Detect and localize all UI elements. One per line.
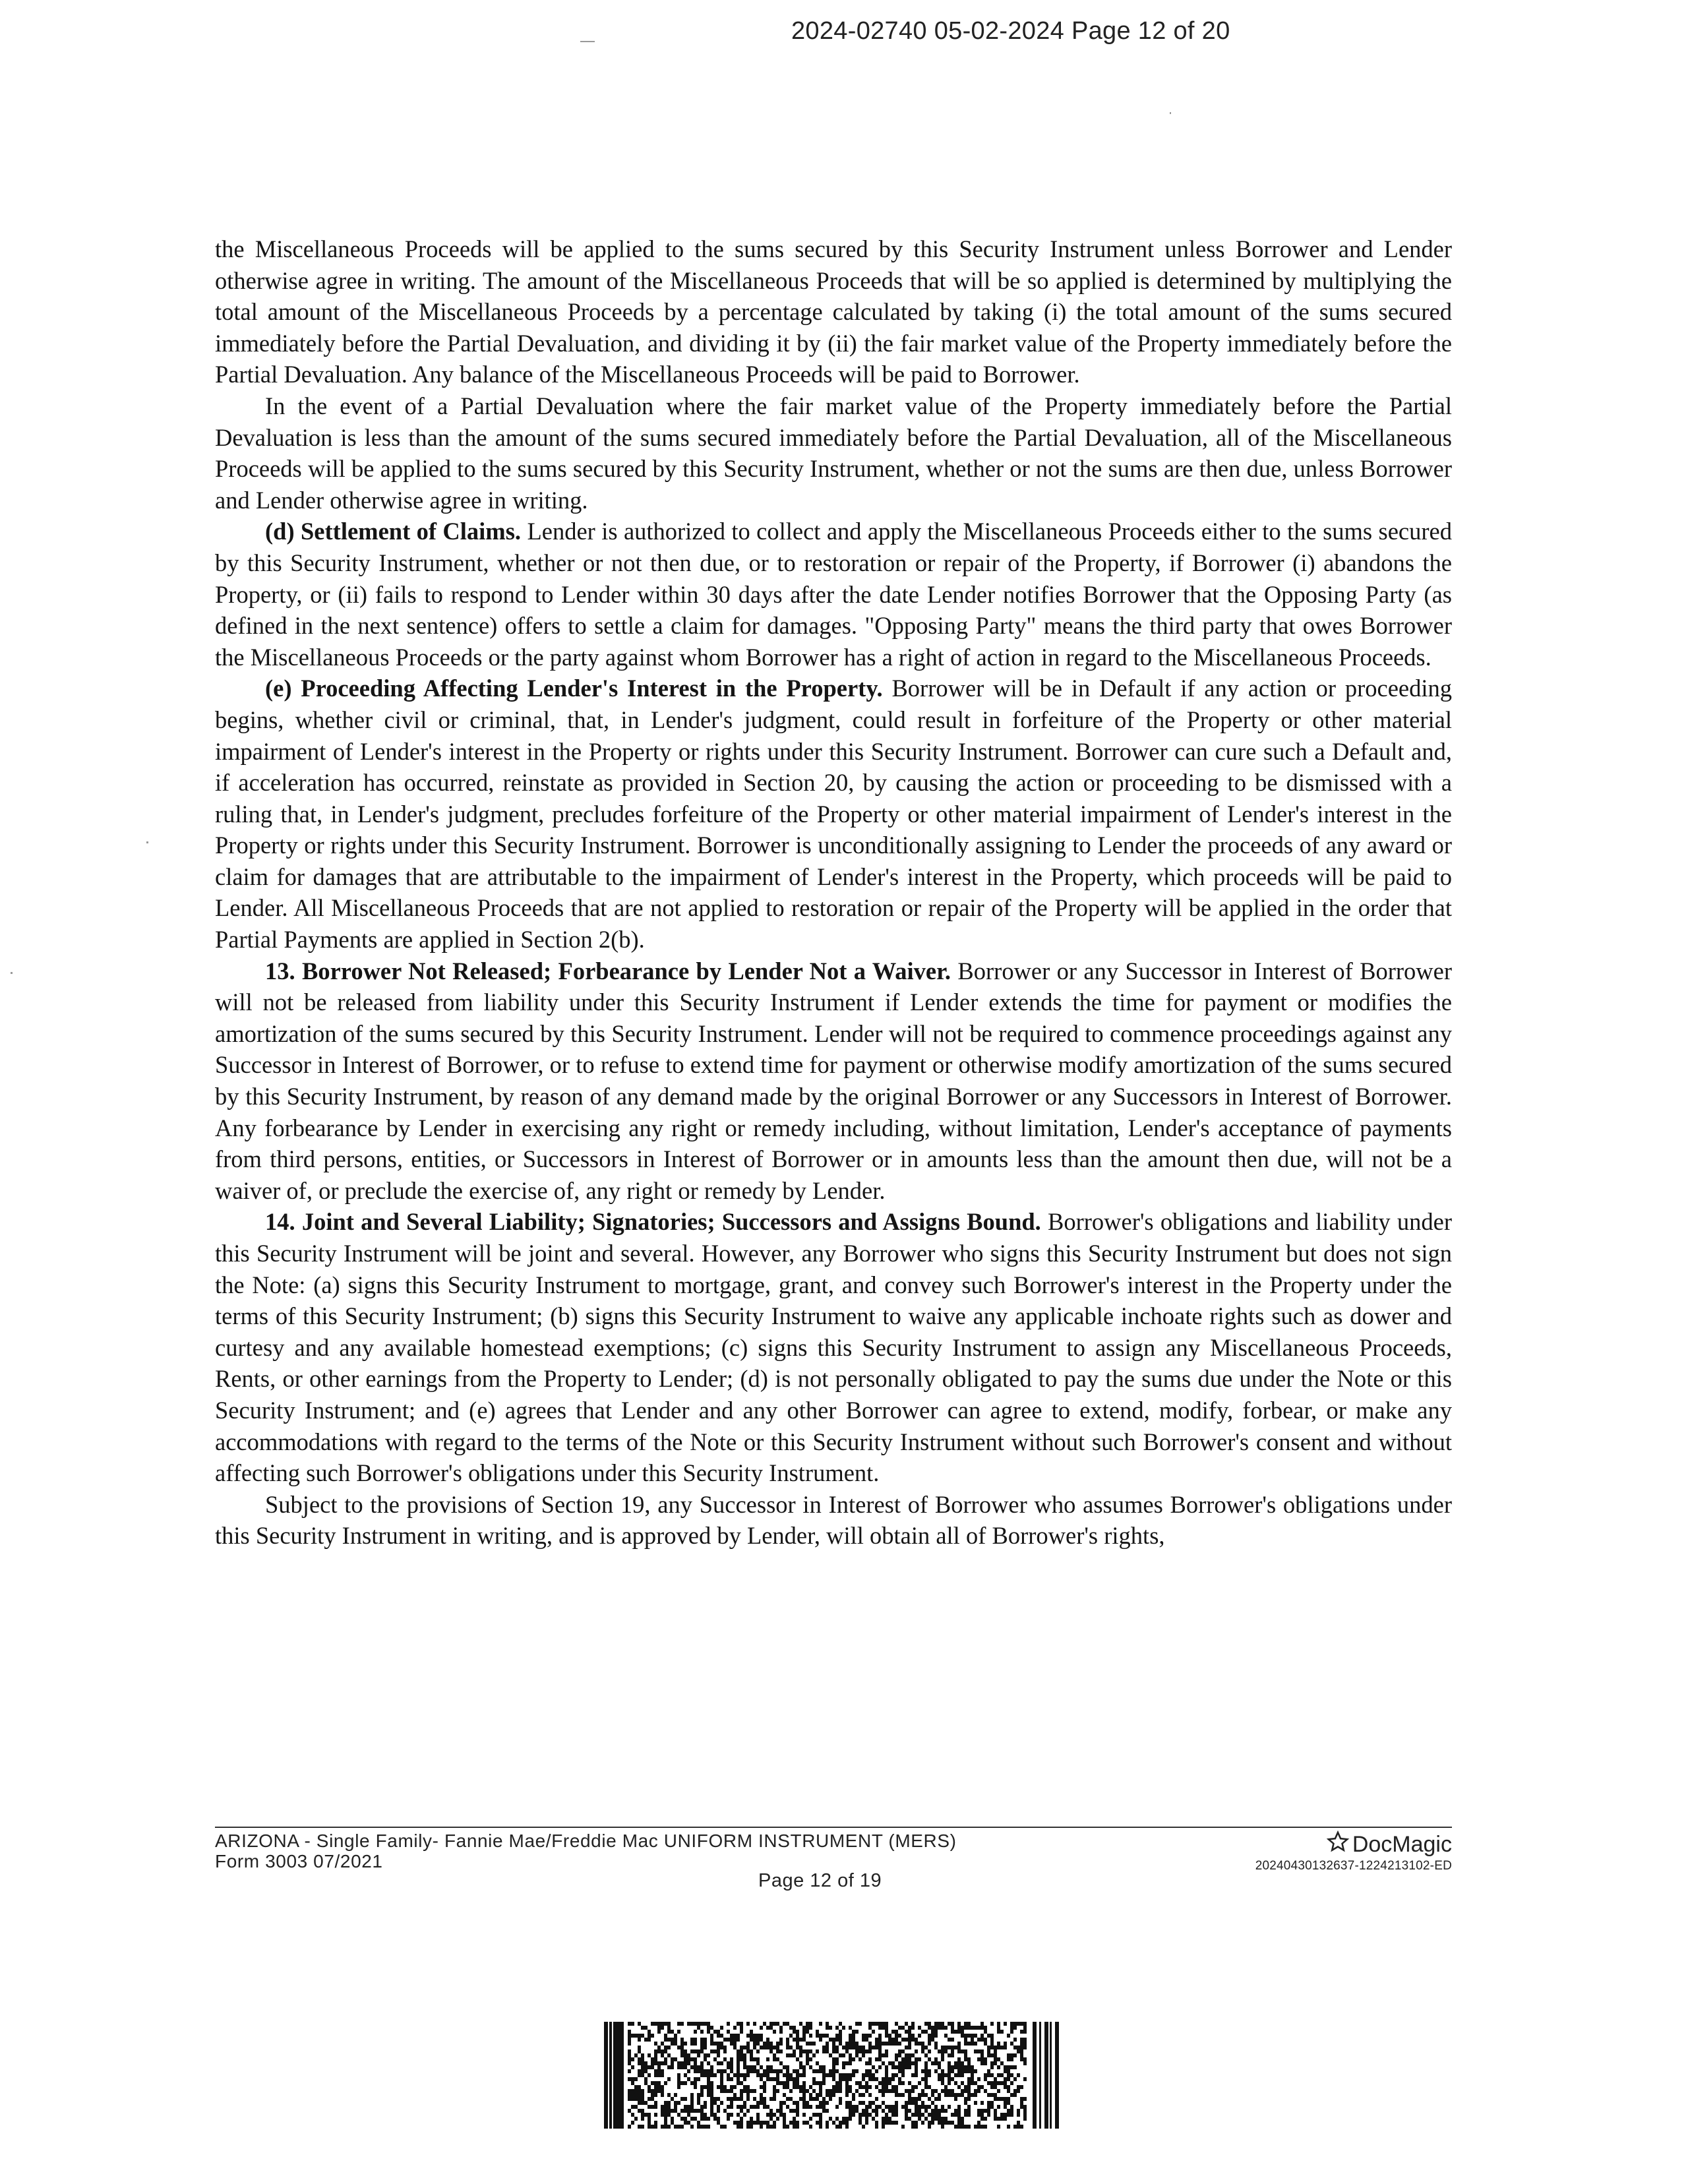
docmagic-brand	[1255, 1831, 1452, 1874]
paragraph-settlement-of-claims	[215, 516, 1452, 673]
paragraph: Subject to the provisions of Section 19, any Successor in Interest of Borrower who assumes Borrower's obligations under this Security Instrument in writing, and is approved by Lender, will obtain all of Borrower's rights,	[215, 1490, 1452, 1550]
footer-form-info	[215, 1831, 957, 1871]
paragraph-text: Borrower's obligations and liability under this Security Instrument will be joint and several. However, any Borrower who signs this Security Instrument but does not sign the Note: (a) signs this Security Instrument to mortgage, grant, and convey such Borrower's interest in the Property under the terms of this Security Instrument; (b) signs this Security Instrument to waive any applicable inchoate rights such as dower and curtesy and any available homestead exemptions; (c) signs this Security Instrument to assign any Miscellaneous Proceeds, Rents, or other earnings from the Property to Lender; (d) is not personally obligated to pay the sums due under the Note or this Security Instrument; and (e) agrees that Lender and any other Borrower can agree to extend, modify, forbear, or make any accommodations with regard to the terms of the Note or this Security Instrument without such Borrower's consent and without affecting such Borrower's obligations under this Security Instrument.	[215, 1208, 1452, 1487]
paragraph: In the event of a Partial Devaluation where the fair market value of the Property immediately before the Partial Devaluation is less than the amount of the sums secured immediately before the Partial Devaluation, all of the Miscellaneous Proceeds will be applied to the sums secured by this Security Instrument, whether or not the sums are then due, unless Borrower and Lender otherwise agree in writing.	[215, 392, 1452, 514]
paragraph-section-13	[215, 956, 1452, 1207]
recording-header: 2024-02740 05-02-2024 Page 12 of 20	[791, 17, 1230, 45]
footer-page-number: Page 12 of 19	[758, 1870, 882, 1891]
barcode-image	[604, 2022, 1060, 2129]
form-title: ARIZONA - Single Family- Fannie Mae/Freddie Mac UNIFORM INSTRUMENT (MERS)	[215, 1831, 957, 1851]
section-heading: (d) Settlement of Claims.	[265, 518, 522, 545]
document-body	[215, 233, 1452, 1552]
paragraph-text: Borrower will be in Default if any action or proceeding begins, whether civil or criminal, that, in Lender's judgment, could result in forfeiture of the Property or other material impairment of Lender's interest in the Property or rights under this Security Instrument. Borrower can cure such a Default and, if acceleration has occurred, reinstate as provided in Section 20, by causing the action or proceeding to be dismissed with a ruling that, in Lender's judgment, precludes forfeiture of the Property or other material impairment of Lender's interest in the Property or rights under this Security Instrument. Borrower is unconditionally assigning to Lender the proceeds of any award or claim for damages that are attributable to the impairment of Lender's interest in the Property, which proceeds will be paid to Lender. All Miscellaneous Proceeds that are not applied to restoration or repair of the Property will be applied in the order that Partial Payments are applied in Section 2(b).	[215, 675, 1452, 954]
document-code: 20240430132637-1224213102-ED	[1255, 1859, 1452, 1873]
paragraph-text: Borrower or any Successor in Interest of Borrower will not be released from liability under this Security Instrument if Lender extends the time for payment or modifies the amortization of the sums secured by this Security Instrument. Lender will not be required to commence proceedings against any Successor in Interest of Borrower, or to refuse to extend time for payment or otherwise modify amortization of the sums secured by this Security Instrument, by reason of any demand made by the original Borrower or any Successors in Interest of Borrower. Any forbearance by Lender in exercising any right or remedy including, without limitation, Lender's acceptance of payments from third persons, entities, or Successors in Interest of Borrower or in amounts less than the amount then due, will not be a waiver of, or preclude the exercise of, any right or remedy by Lender.	[215, 957, 1452, 1204]
scan-speck	[580, 41, 595, 42]
paragraph-section-14	[215, 1206, 1452, 1488]
section-heading: 14. Joint and Several Liability; Signatories; Successors and Assigns Bound.	[265, 1208, 1041, 1236]
section-heading: 13. Borrower Not Released; Forbearance by Lender Not a Waiver.	[265, 957, 951, 985]
paragraph-text: Lender is authorized to collect and apply the Miscellaneous Proceeds either to the sums secured by this Security Instrument, whether or not then due, or to restoration or repair of the Property, if Borrower (i) abandons the Property, or (ii) fails to respond to Lender within 30 days after the date Lender notifies Borrower that the Opposing Party (as defined in the next sentence) offers to settle a claim for damages. "Opposing Party" means the third party that owes Borrower the Miscellaneous Proceeds or the party against whom Borrower has a right of action in regard to the Miscellaneous Proceeds.	[215, 518, 1452, 671]
star-outline-icon	[1326, 1831, 1350, 1858]
paragraph-proceeding-affecting-interest	[215, 673, 1452, 955]
section-heading: (e) Proceeding Affecting Lender's Interest in the Property.	[265, 675, 883, 702]
footer-divider	[215, 1827, 1452, 1828]
paragraph: the Miscellaneous Proceeds will be applied to the sums secured by this Security Instrument unless Borrower and Lender otherwise agree in writing. The amount of the Miscellaneous Proceeds that will be so applied is determined by multiplying the total amount of the Miscellaneous Proceeds by a percentage calculated by taking (i) the total amount of the sums secured immediately before the Partial Devaluation, and dividing it by (ii) the fair market value of the Property immediately before the Partial Devaluation. Any balance of the Miscellaneous Proceeds will be paid to Borrower.	[215, 235, 1452, 388]
scan-speck	[1170, 112, 1171, 114]
scan-speck	[146, 841, 148, 843]
form-number: Form 3003 07/2021	[215, 1851, 383, 1871]
brand-name: DocMagic	[1352, 1832, 1452, 1857]
scan-speck	[11, 972, 13, 974]
